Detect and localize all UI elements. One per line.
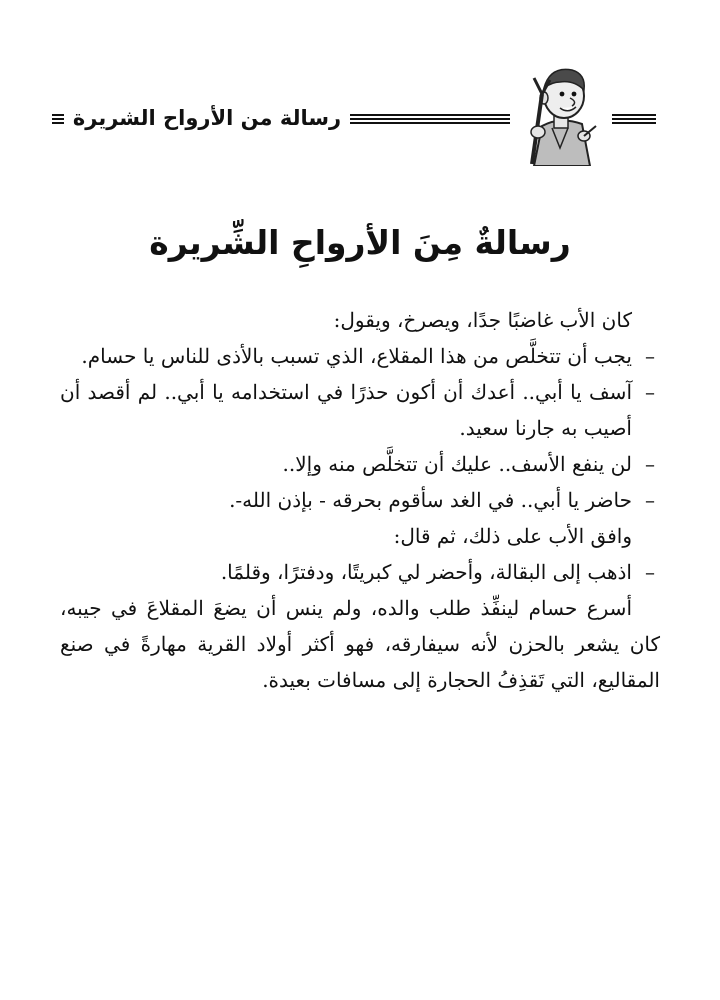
paragraph-text: يجب أن تتخلَّص من هذا المقلاع، الذي تسبب بالأذى للناس يا حسام. bbox=[81, 344, 632, 368]
story-body bbox=[60, 302, 660, 698]
paragraph-dialog bbox=[60, 482, 660, 518]
paragraph-narration bbox=[60, 590, 660, 698]
story-title: رسالةٌ مِنَ الأرواحِ الشِّريرة bbox=[149, 223, 571, 262]
paragraph-text: أسرع حسام لينفِّذ طلب والده، ولم ينس أن يضعَ المقلاعَ في جيبه، كان يشعر بالحزن لأنه سيفارقه، فهو أكثر أولاد القرية مهارةً في صنع المقاليع، التي تَقذِفُ الحجارة إلى مسافات بعيدة. bbox=[60, 596, 660, 692]
paragraph-text: لن ينفع الأسف.. عليك أن تتخلَّص منه وإلا.. bbox=[282, 452, 632, 476]
paragraph-dialog bbox=[60, 338, 660, 374]
dialog-dash: – bbox=[645, 452, 655, 476]
boy-with-slingshot-icon bbox=[512, 56, 608, 166]
dialog-dash: – bbox=[645, 380, 655, 404]
header-rule-left bbox=[52, 114, 64, 124]
header-rule-middle bbox=[350, 114, 510, 124]
paragraph-dialog bbox=[60, 446, 660, 482]
header-rule-right bbox=[612, 114, 656, 124]
running-header-title: رسالة من الأرواح الشريرة bbox=[72, 106, 342, 130]
paragraph-text: آسف يا أبي.. أعدك أن أكون حذرًا في استخدامه يا أبي.. لم أقصد أن أصيب به جارنا سعيد. bbox=[60, 380, 632, 440]
paragraph-text: كان الأب غاضبًا جدًا، ويصرخ، ويقول: bbox=[333, 308, 632, 332]
paragraph-text: وافق الأب على ذلك، ثم قال: bbox=[393, 524, 632, 548]
paragraph-text: حاضر يا أبي.. في الغد سأقوم بحرقه - بإذن الله-. bbox=[229, 488, 632, 512]
dialog-dash: – bbox=[645, 344, 655, 368]
paragraph-narration bbox=[60, 518, 660, 554]
paragraph-dialog bbox=[60, 374, 660, 446]
dialog-dash: – bbox=[645, 488, 655, 512]
paragraph-narration bbox=[60, 302, 660, 338]
dialog-dash: – bbox=[645, 560, 655, 584]
paragraph-dialog bbox=[60, 554, 660, 590]
paragraph-text: اذهب إلى البقالة، وأحضر لي كبريتًا، ودفترًا، وقلمًا. bbox=[220, 560, 632, 584]
